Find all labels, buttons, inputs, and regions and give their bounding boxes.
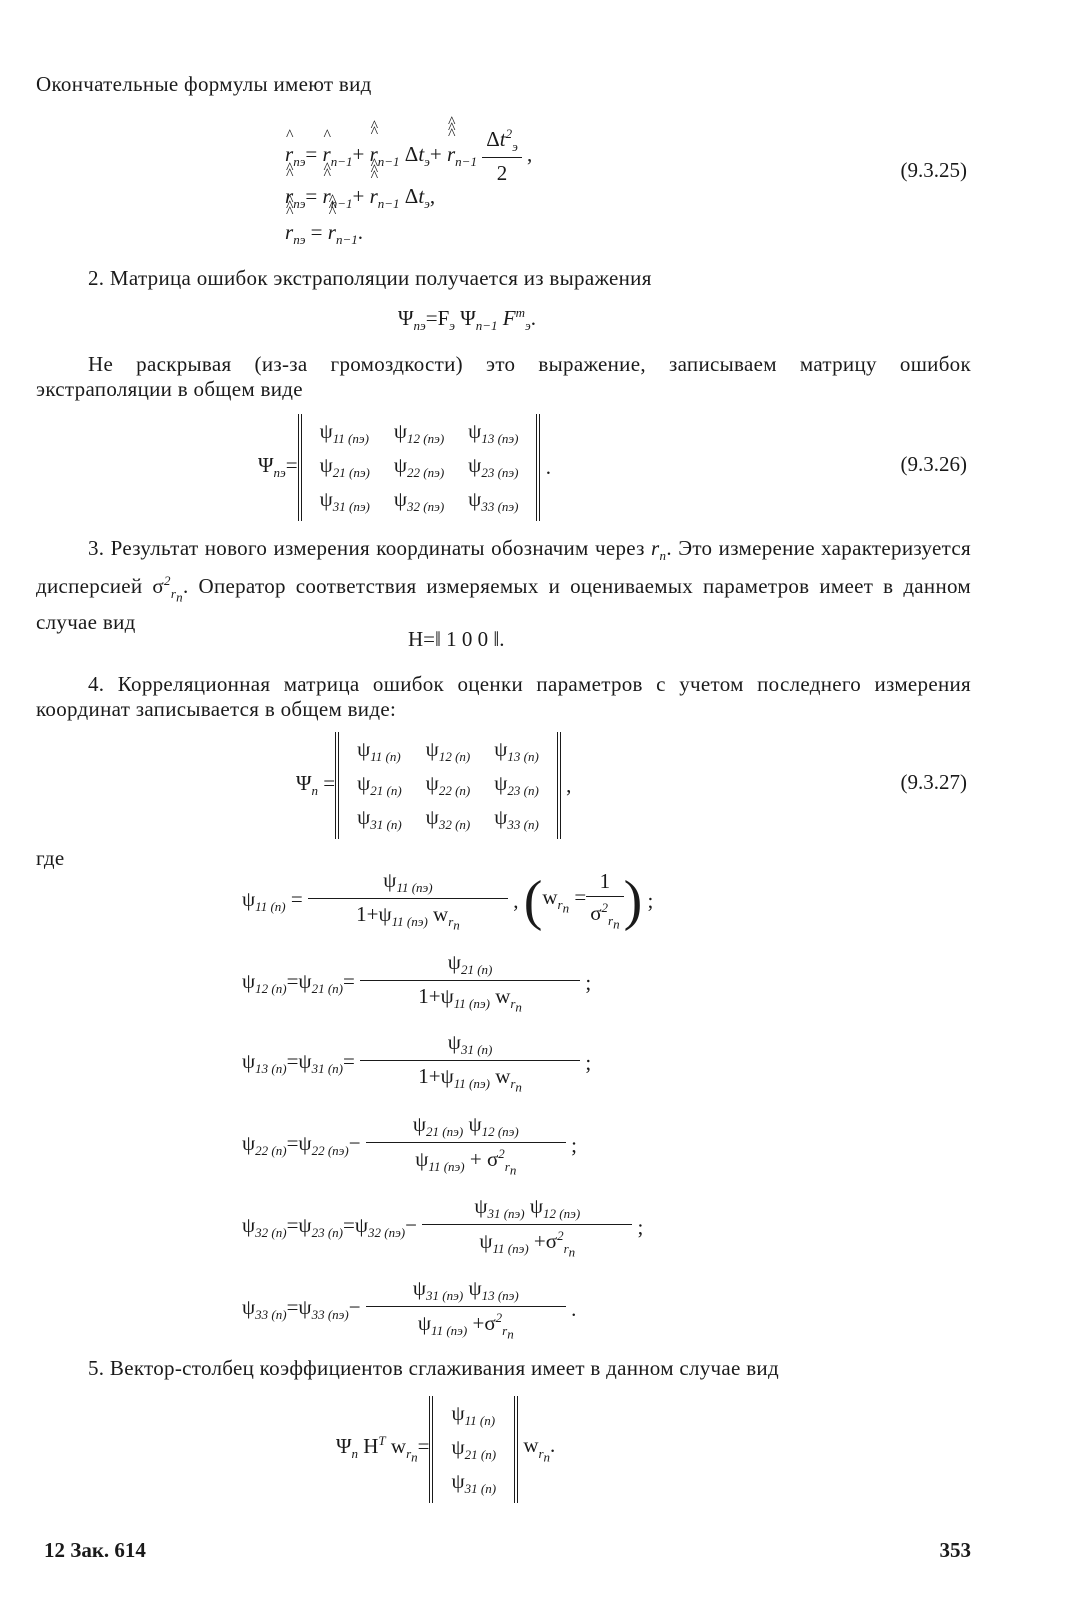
equation-psi11: $\psi_{11 (n)}$ = $\frac{\psi_{11 (nэ)}}{1+\psi_{11 (nэ)} w_{r_n}}$ , ($w_{r_n}$ = $\frac{1}{\sigma^2_{r_n}}$ ) ;: [242, 868, 654, 933]
item-3-part-b: . Это измерение характеризуется дисперсией: [36, 536, 971, 599]
matrix-psi-n-e: $\Psi_{nэ}=$ $\psi_{11 (nэ)}$ $\psi_{12 (nэ)}$ $\psi_{13 (nэ)}$ $\psi_{21 (nэ)}$ $\psi_{22 (nэ)}$ $\psi_{23 (nэ)}$ $\psi_{31 (nэ)}$ $\psi_{32 (nэ)}$ $\psi_{33 (nэ)}$ .: [258, 414, 551, 521]
equation-psi33: $\psi_{33 (n)}=\psi_{33 (nэ)}-$ $\frac{\psi_{31 (nэ)} \psi_{13 (nэ)}}{\psi_{11 (nэ)} +\sigma^2_{r_n}}$ .: [242, 1276, 577, 1342]
equation-psi-extrapolation: $\Psi_{nэ}=F_э$ $\Psi_{n-1}$ $F^т_э$.: [398, 305, 536, 334]
equation-psi13: $\psi_{13 (n)}=\psi_{31 (n)}=$ $\frac{\psi_{31 (n)}}{1+\psi_{11 (nэ)} w_{r_n}}$ ;: [242, 1030, 592, 1095]
item-3-text: 3. Результат нового измерения координаты обозначим через $r_n$. Это измерение характеризуется дисперсией $\sigma^2_{r_n}$. Оператор соответствия измеряемых и оцениваемых параметров имеет в данном случае вид: [36, 536, 971, 634]
item-3-part-a: 3. Результат нового измерения координаты обозначим через: [88, 536, 645, 560]
equation-rdot-n-extrapolated: ^ ^ $r_{nэ}=$ ^ ^ $r_{n-1}+$ ^ ^ ^ $r_{n-1}$ $\Delta t_э$,: [285, 184, 435, 212]
footer-order-number: 12 Зак. 614: [44, 1538, 146, 1562]
page-number: 353: [939, 1538, 971, 1562]
equation-rddot-n-extrapolated: ^ ^ ^ $r_{nэ}$ = ^ ^ ^ $r_{n-1}$.: [285, 220, 363, 248]
where-label: где: [36, 846, 65, 870]
equation-psi32: $\psi_{32 (n)}=\psi_{23 (n)}=\psi_{32 (nэ)}-$ $\frac{\psi_{31 (nэ)} \psi_{12 (nэ)}}{\psi_{11 (nэ)} +\sigma^2_{r_n}}$ ;: [242, 1194, 644, 1260]
equation-number-9-3-25: (9.3.25): [900, 158, 967, 182]
item-3-part-c: . Оператор соответствия измеряемых и оцениваемых параметров имеет в данном случае вид: [36, 574, 971, 634]
equation-psi12: $\psi_{12 (n)}=\psi_{21 (n)}=$ $\frac{\psi_{21 (n)}}{1+\psi_{11 (nэ)} w_{r_n}}$ ;: [242, 950, 592, 1015]
item-2-paragraph: Не раскрывая (из-за громоздкости) это выражение, записываем матрицу ошибок экстраполяции в общем виде: [36, 352, 971, 401]
equation-number-9-3-27: (9.3.27): [900, 770, 967, 794]
equation-smoothing-vector: $\Psi_n$ $H^T$ $w_{r_n}=$ $\psi_{11 (n)}$ $\psi_{21 (n)}$ $\psi_{31 (n)}$ $w_{r_n}$.: [336, 1396, 555, 1503]
matrix-psi-n: $\Psi_n$ = $\psi_{11 (n)}$ $\psi_{12 (n)}$ $\psi_{13 (n)}$ $\psi_{21 (n)}$ $\psi_{22 (n)}$ $\psi_{23 (n)}$ $\psi_{31 (n)}$ $\psi_{32 (n)}$ $\psi_{33 (n)}$ ,: [296, 732, 571, 839]
item-5-text: 5. Вектор-столбец коэффициентов сглаживания имеет в данном случае вид: [88, 1356, 779, 1380]
item-2-text: 2. Матрица ошибок экстраполяции получается из выражения: [88, 266, 652, 290]
item-4-text: 4. Корреляционная матрица ошибок оценки параметров с учетом последнего измерения координат записывается в общем виде:: [36, 672, 971, 721]
equation-psi22: $\psi_{22 (n)}=\psi_{22 (nэ)}-$ $\frac{\psi_{21 (nэ)} \psi_{12 (nэ)}}{\psi_{11 (nэ)} + \sigma^2_{r_n}}$ ;: [242, 1112, 577, 1178]
equation-number-9-3-26: (9.3.26): [900, 452, 967, 476]
equation-r-n-extrapolated: ^ $r_{nэ}=$ ^ $r_{n-1}+$ ^ ^ $r_{n-1}$ $\Delta t_э+$ ^ ^ ^ $r_{n-1}$ $\frac{\Delta t^2_э}{2}$ ,: [285, 126, 532, 186]
equation-h-matrix: H=‖ 1 0 0 ‖.: [408, 627, 505, 651]
intro-text: Окончательные формулы имеют вид: [36, 72, 372, 96]
